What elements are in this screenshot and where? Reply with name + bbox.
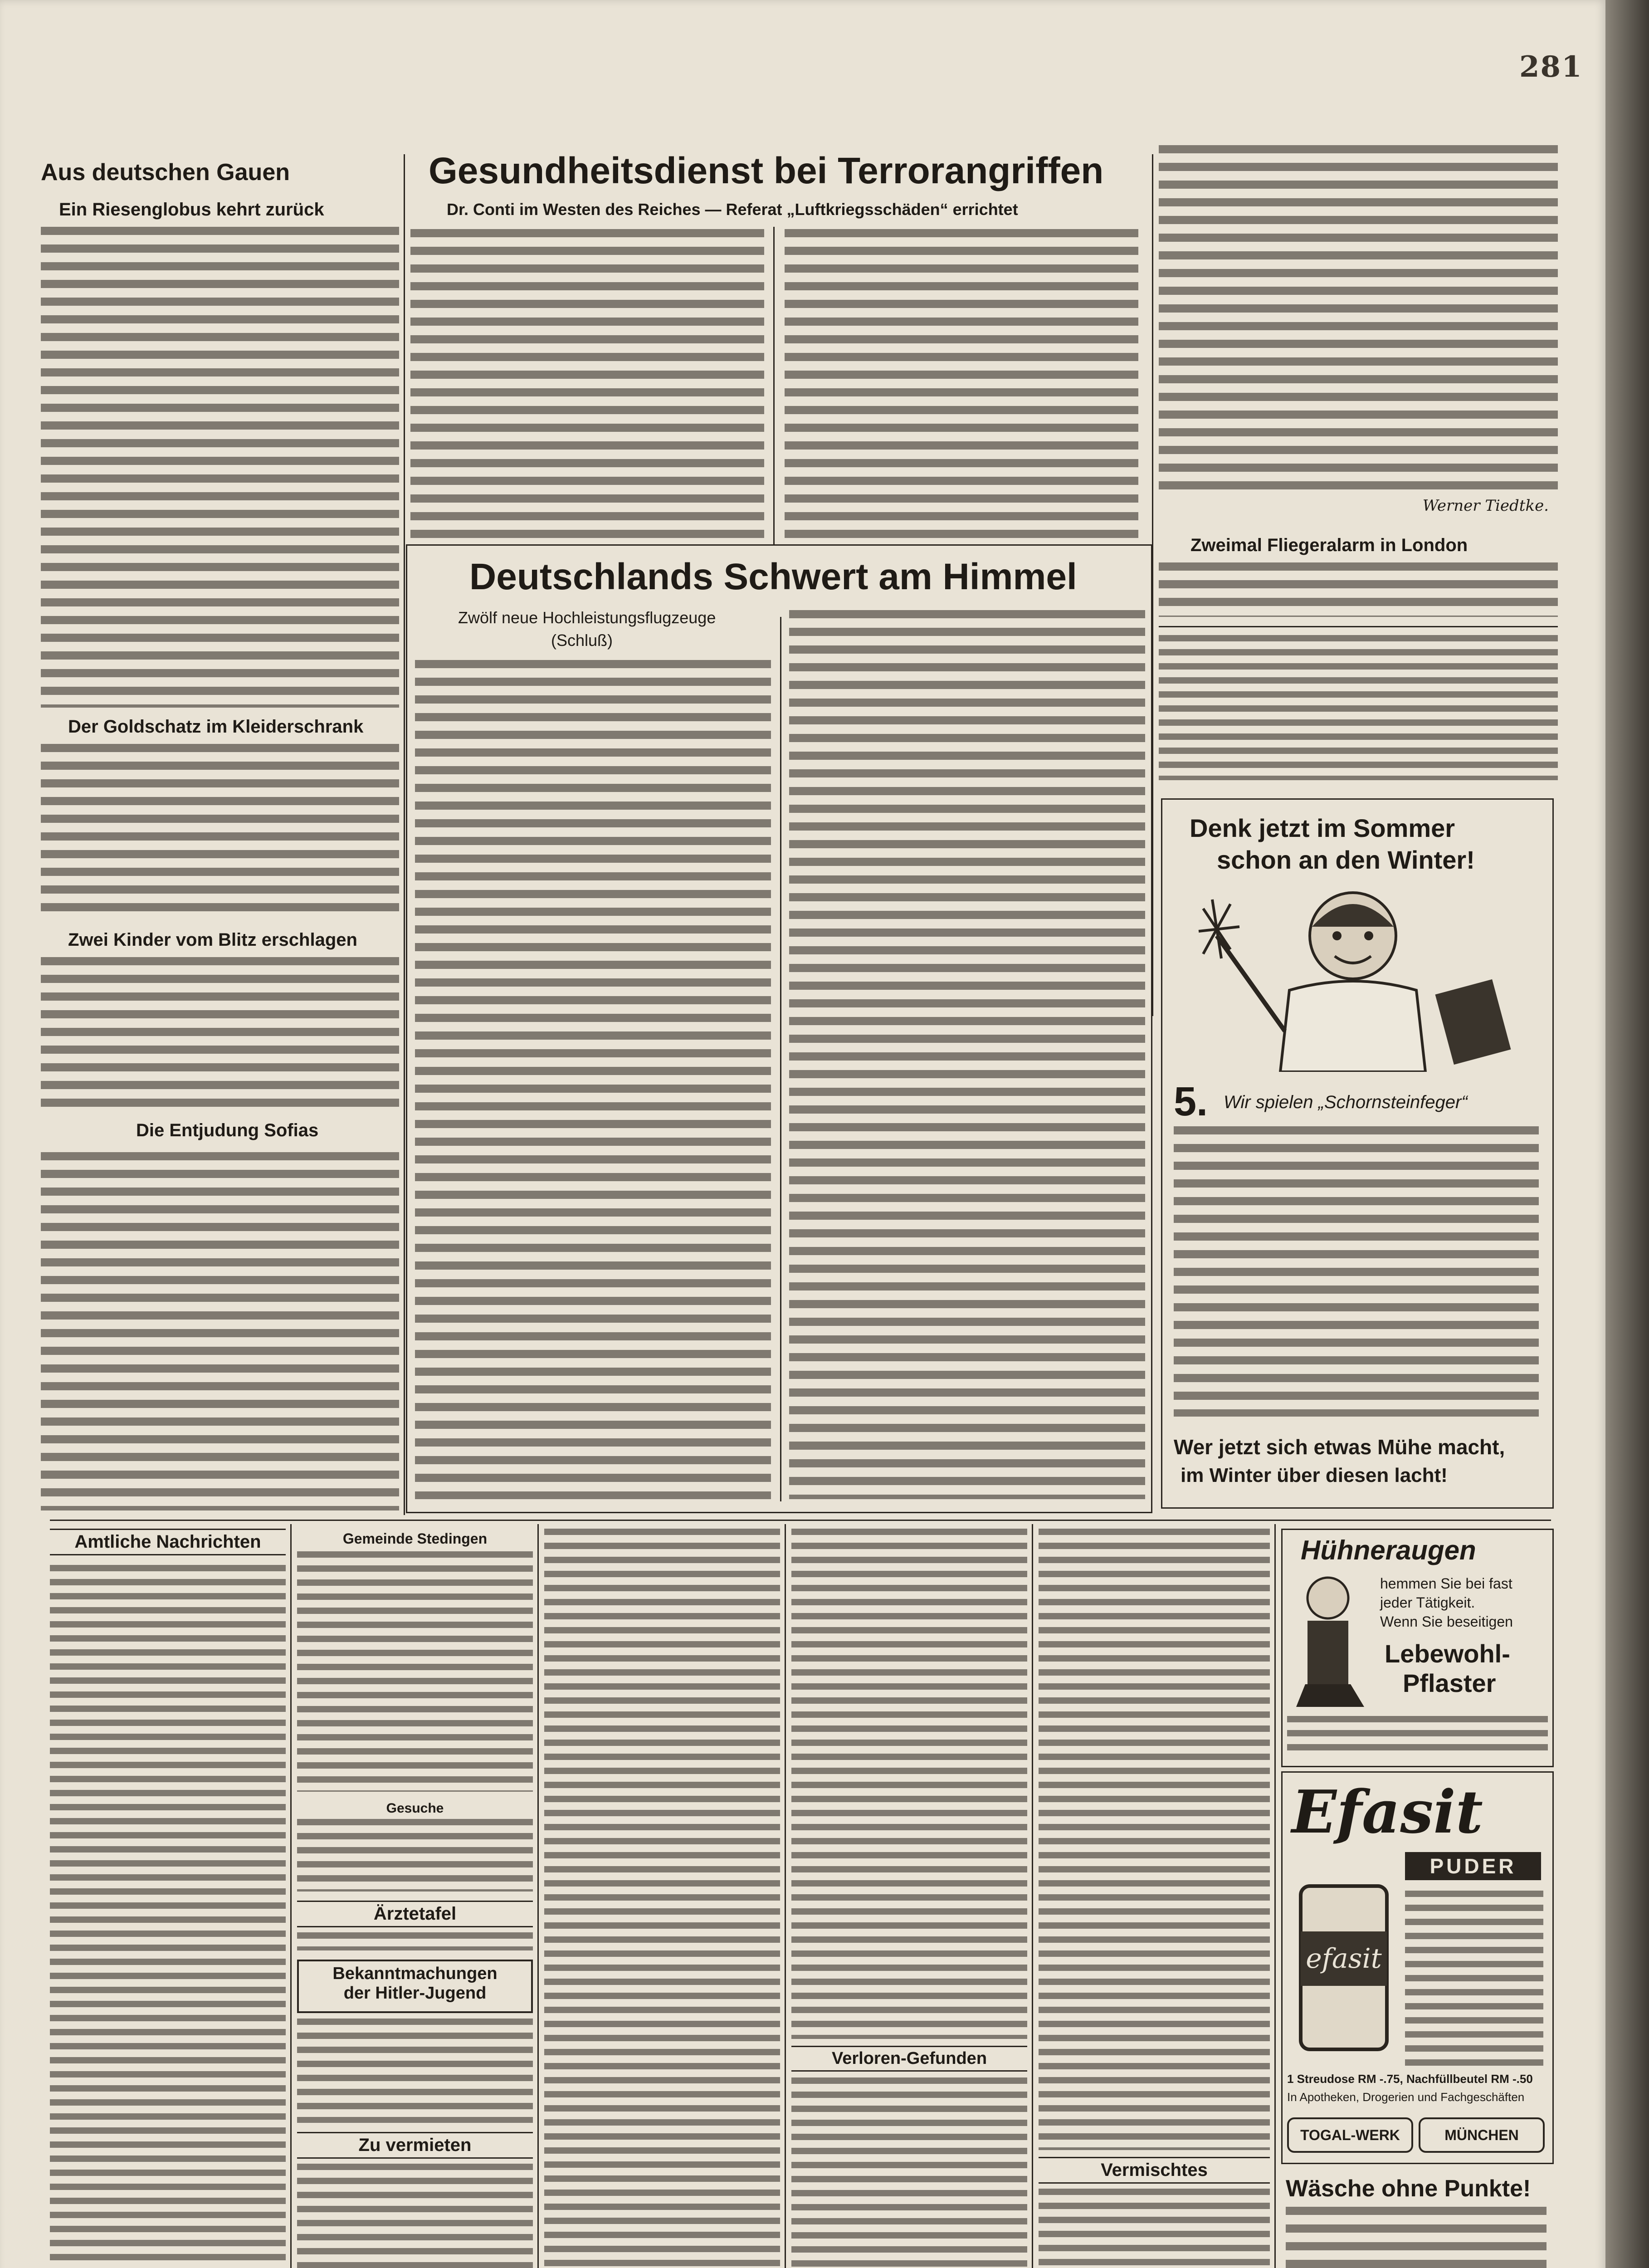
- classified-text: [791, 2077, 1027, 2268]
- classified-text: [791, 1529, 1027, 2039]
- chimney-sweep-woman-illustration: [1190, 881, 1525, 1072]
- huehneraugen-line1: hemmen Sie bei fast: [1380, 1575, 1512, 1592]
- column-rule: [1274, 1524, 1276, 2268]
- togal-werk-logo: TOGAL-WERK: [1287, 2117, 1413, 2153]
- ad-body-text: [1174, 1126, 1539, 1417]
- verloren-gefunden-head: Verloren-Gefunden: [791, 2046, 1027, 2072]
- article-author: Werner Tiedtke.: [1422, 497, 1549, 515]
- schwert-deck-note: (Schluß): [551, 631, 613, 650]
- right-column-text: [1159, 145, 1558, 798]
- hj-head-line2: der Hitler-Jugend: [343, 1984, 487, 2003]
- gauen-item-title: Die Entjudung Sofias: [136, 1120, 319, 1140]
- impressum-text: [1159, 635, 1558, 780]
- gauen-item-title: Ein Riesenglobus kehrt zurück: [59, 200, 324, 220]
- flugzeug-article-body: [1159, 145, 1558, 494]
- svg-text:efasit: efasit: [1306, 1943, 1382, 1975]
- column-rule: [780, 617, 781, 1501]
- classified-text: [297, 1932, 533, 1950]
- classified-text: [297, 1551, 533, 1792]
- vermischtes-head: Vermischtes: [1039, 2157, 1270, 2184]
- classified-column: [791, 1529, 1027, 2268]
- gauen-item-body: [41, 744, 399, 921]
- efasit-price: 1 Streudose RM -.75, Nachfüllbeutel RM -.50: [1287, 2072, 1533, 2086]
- gauen-section-title: Aus deutschen Gauen: [41, 159, 290, 186]
- column-rule: [290, 1524, 292, 2268]
- efasit-brand: Efasit: [1292, 1777, 1483, 1847]
- efasit-ad: [1281, 1771, 1554, 2164]
- gesundheit-title: Gesundheitsdienst bei Terrorangriffen: [429, 150, 1104, 191]
- classifieds-top-rule: [50, 1520, 1551, 1521]
- classified-text: [297, 2164, 533, 2268]
- classified-text: [544, 1529, 780, 2268]
- classified-text: [50, 1565, 286, 2268]
- schwert-body-left: [415, 660, 771, 1499]
- huehneraugen-ad: [1281, 1529, 1554, 1767]
- gauen-item-body: [41, 957, 399, 1107]
- huehneraugen-line3: Wenn Sie beseitigen: [1380, 1613, 1513, 1630]
- gesundheit-body-right: [785, 229, 1138, 542]
- hj-head-box: [297, 1960, 533, 2013]
- column-rule: [404, 154, 405, 1515]
- efasit-where: In Apotheken, Drogerien und Fachgeschäften: [1287, 2090, 1525, 2104]
- man-holding-foot-illustration: [1287, 1571, 1369, 1711]
- lebewohl-product-line1: Lebewohl-: [1385, 1639, 1510, 1668]
- togal-muenchen-logo: MÜNCHEN: [1419, 2117, 1545, 2153]
- schornstein-ad: [1161, 798, 1554, 1509]
- ad-footer-line2: im Winter über diesen lacht!: [1181, 1464, 1448, 1486]
- gesundheit-body-left: [410, 229, 764, 542]
- classified-text: [297, 1819, 533, 1892]
- column-rule: [1032, 1524, 1033, 2268]
- gesundheit-article: [410, 150, 1145, 544]
- efasit-sub: PUDER: [1405, 1852, 1541, 1880]
- hj-head-line1: Bekanntmachungen: [332, 1964, 498, 1983]
- ad-headline-line2: schon an den Winter!: [1217, 846, 1475, 874]
- column-rule: [537, 1524, 539, 2268]
- amtliche-nachrichten-head: Amtliche Nachrichten: [50, 1529, 286, 1555]
- schwert-body-right: [789, 610, 1145, 1499]
- classified-text: [1039, 1529, 1270, 2150]
- column-rule: [785, 1524, 786, 2268]
- column-rule: [773, 227, 775, 544]
- classified-column: [544, 1529, 780, 2268]
- classified-column: [297, 1529, 533, 2268]
- schwert-deck: Zwölf neue Hochleistungsflugzeuge: [458, 608, 716, 627]
- ad-headline-line1: Denk jetzt im Sommer: [1190, 814, 1455, 842]
- page-edge-shadow: [1605, 0, 1649, 2268]
- gauen-item-title: Der Goldschatz im Kleiderschrank: [68, 717, 364, 737]
- gesuche-head: Gesuche: [386, 1801, 444, 1816]
- impressum-rule: [1159, 626, 1558, 627]
- aerztetafel-head: Ärztetafel: [297, 1901, 533, 1927]
- gauen-item-body: [41, 227, 399, 708]
- ad-lead: Wir spielen „Schornsteinfeger“: [1224, 1092, 1468, 1112]
- gauen-column: [41, 159, 399, 1510]
- ad-small-print: [1287, 1716, 1548, 1757]
- classified-column: [50, 1529, 286, 2268]
- persil-title: Wäsche ohne Punkte!: [1286, 2175, 1531, 2202]
- gemeinde-stedingen-head: Gemeinde Stedingen: [342, 1530, 488, 1547]
- fliegeralarm-body: [1159, 562, 1558, 617]
- ad-footer-line1: Wer jetzt sich etwas Mühe macht,: [1174, 1435, 1505, 1459]
- huehneraugen-line2: jeder Tätigkeit.: [1380, 1594, 1475, 1611]
- persil-copy-text: [1286, 2207, 1547, 2268]
- lebewohl-product-line2: Pflaster: [1403, 1669, 1496, 1697]
- fliegeralarm-title: Zweimal Fliegeralarm in London: [1190, 535, 1468, 555]
- page-number: 281: [1519, 50, 1583, 84]
- efasit-tin-illustration: [1292, 1877, 1396, 2058]
- efasit-copy-text: [1405, 1891, 1543, 2068]
- gauen-item-body: [41, 1152, 399, 1510]
- persil-ad: [1281, 2170, 1551, 2268]
- classified-column: [1039, 1529, 1270, 2268]
- zu-vermieten-head: Zu vermieten: [297, 2132, 533, 2159]
- classified-text: [1039, 2189, 1270, 2268]
- ad-number: 5.: [1174, 1079, 1208, 1124]
- gesundheit-deck: Dr. Conti im Westen des Reiches — Referat „Luftkriegsschäden“ errichtet: [447, 200, 1018, 219]
- column-rule: [1152, 154, 1153, 1016]
- classified-text: [297, 2019, 533, 2123]
- huehneraugen-title: Hühneraugen: [1301, 1535, 1476, 1565]
- gauen-item-title: Zwei Kinder vom Blitz erschlagen: [68, 930, 357, 950]
- schwert-title: Deutschlands Schwert am Himmel: [469, 556, 1077, 597]
